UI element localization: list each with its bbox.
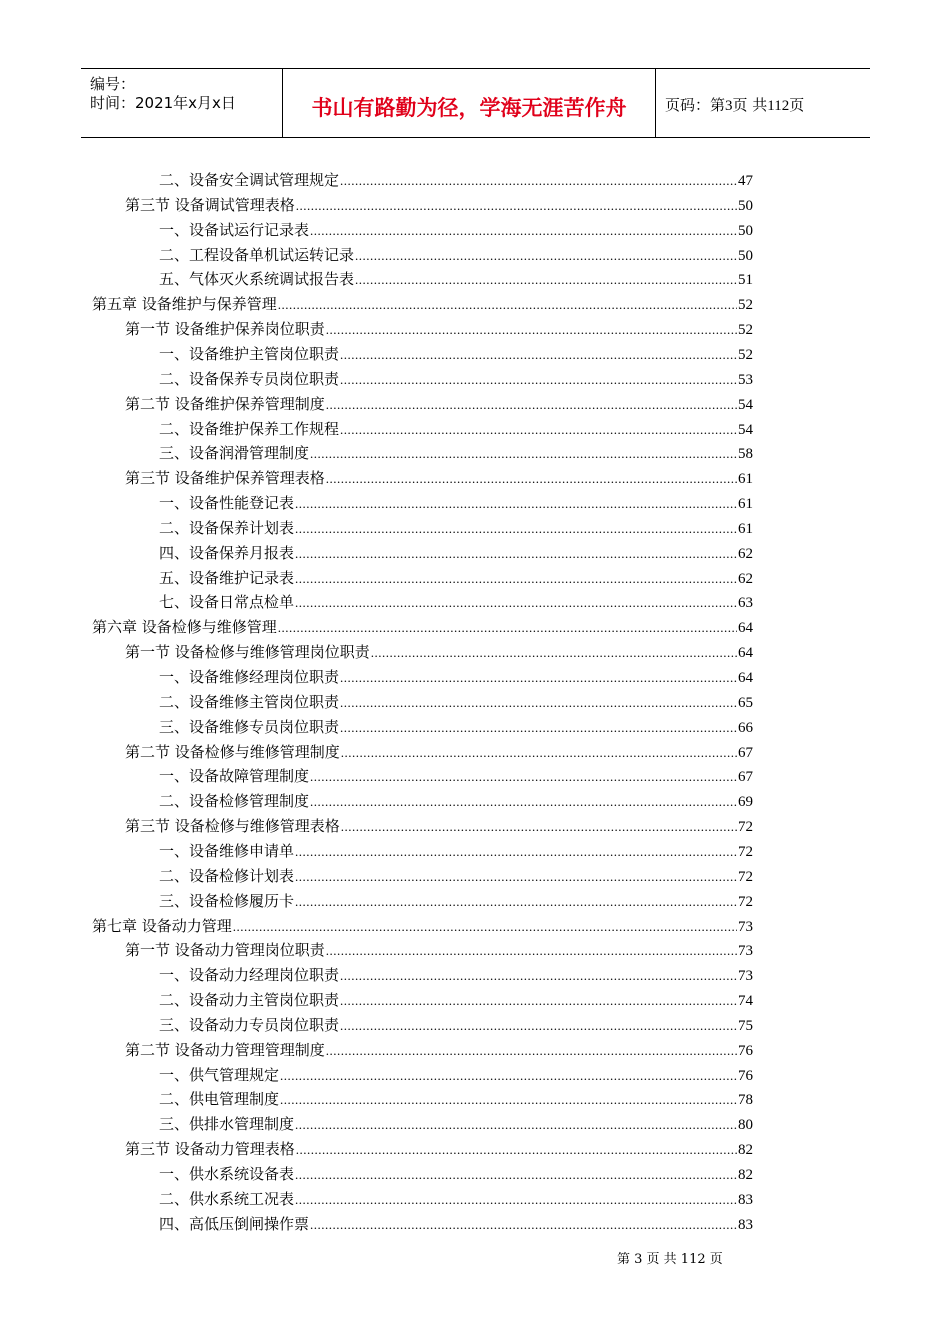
toc-entry-title: 第二节 设备动力管理管理制度: [125, 1041, 325, 1059]
toc-entry[interactable]: [125, 814, 753, 838]
toc-entry-page-number: 54: [738, 397, 753, 413]
toc-entry-title: 二、设备动力主管岗位职责: [159, 991, 340, 1009]
toc-entry[interactable]: [159, 1162, 753, 1186]
toc-leader-dots: [295, 1188, 737, 1212]
toc-leader-dots: [295, 542, 737, 566]
toc-entry[interactable]: [159, 1087, 753, 1111]
toc-leader-dots: [340, 368, 737, 392]
toc-entry[interactable]: [159, 1187, 753, 1211]
page-mid-label: 页 共: [732, 96, 768, 114]
toc-leader-dots: [295, 517, 737, 541]
toc-entry[interactable]: [125, 740, 753, 764]
document-number-label: 编号：: [90, 75, 136, 93]
toc-entry[interactable]: [92, 914, 753, 938]
toc-entry-title: 三、供排水管理制度: [159, 1115, 295, 1133]
toc-entry-title: 三、设备动力专员岗位职责: [159, 1016, 340, 1034]
toc-leader-dots: [295, 890, 737, 914]
toc-entry[interactable]: [159, 988, 753, 1012]
toc-entry-page-number: 47: [738, 173, 753, 189]
toc-entry-page-number: 72: [738, 844, 753, 860]
toc-leader-dots: [278, 616, 737, 640]
toc-entry-title: 第二节 设备检修与维修管理制度: [125, 743, 340, 761]
toc-entry[interactable]: [125, 1137, 753, 1161]
toc-entry-page-number: 80: [738, 1117, 753, 1133]
toc-entry[interactable]: [159, 590, 753, 614]
toc-entry-title: 七、设备日常点检单: [159, 593, 295, 611]
toc-leader-dots: [340, 343, 737, 367]
toc-entry-page-number: 54: [738, 422, 753, 438]
toc-leader-dots: [295, 1113, 737, 1137]
page-footer: 第 3 页 共 112 页: [617, 1252, 723, 1267]
toc-entry[interactable]: [159, 764, 753, 788]
toc-leader-dots: [340, 1014, 737, 1038]
toc-entry-page-number: 50: [738, 248, 753, 264]
toc-leader-dots: [371, 641, 737, 665]
toc-entry-title: 一、设备维修经理岗位职责: [159, 668, 340, 686]
toc-leader-dots: [326, 939, 737, 963]
toc-entry-title: 二、设备保养专员岗位职责: [159, 370, 340, 388]
toc-leader-dots: [310, 219, 737, 243]
toc-entry-title: 二、设备检修计划表: [159, 867, 295, 885]
toc-entry-title: 第二节 设备维护保养管理制度: [125, 395, 325, 413]
toc-entry[interactable]: [159, 889, 753, 913]
toc-entry[interactable]: [159, 168, 753, 192]
toc-entry-page-number: 50: [738, 223, 753, 239]
toc-entry-page-number: 72: [738, 819, 753, 835]
toc-leader-dots: [340, 964, 737, 988]
toc-leader-dots: [280, 1064, 737, 1088]
toc-entry-title: 二、设备检修管理制度: [159, 792, 310, 810]
toc-entry[interactable]: [159, 1013, 753, 1037]
toc-entry[interactable]: [159, 367, 753, 391]
toc-entry[interactable]: [92, 615, 753, 639]
toc-entry[interactable]: [159, 839, 753, 863]
toc-leader-dots: [295, 1163, 737, 1187]
toc-entry[interactable]: [125, 392, 753, 416]
header-left-cell: [81, 69, 281, 137]
toc-entry-title: 第七章 设备动力管理: [92, 917, 232, 935]
toc-entry-page-number: 66: [738, 720, 753, 736]
toc-entry[interactable]: [159, 441, 753, 465]
toc-entry[interactable]: [159, 491, 753, 515]
toc-leader-dots: [310, 1213, 737, 1237]
toc-entry-title: 第三节 设备动力管理表格: [125, 1140, 295, 1158]
toc-entry-page-number: 64: [738, 645, 753, 661]
toc-entry[interactable]: [159, 1063, 753, 1087]
toc-entry-title: 第五章 设备维护与保养管理: [92, 295, 277, 313]
toc-entry[interactable]: [159, 516, 753, 540]
toc-entry-title: 第一节 设备维护保养岗位职责: [125, 320, 325, 338]
toc-entry-title: 一、设备性能登记表: [159, 494, 295, 512]
toc-entry-page-number: 62: [738, 546, 753, 562]
toc-entry-title: 一、设备试运行记录表: [159, 221, 310, 239]
toc-entry[interactable]: [159, 566, 753, 590]
toc-entry-title: 第一节 设备检修与维修管理岗位职责: [125, 643, 370, 661]
toc-leader-dots: [310, 442, 737, 466]
toc-entry-page-number: 75: [738, 1018, 753, 1034]
toc-entry-page-number: 58: [738, 446, 753, 462]
toc-entry-title: 四、设备保养月报表: [159, 544, 295, 562]
toc-entry[interactable]: [159, 690, 753, 714]
toc-entry[interactable]: [159, 1112, 753, 1136]
toc-entry-title: 四、高低压倒闸操作票: [159, 1215, 310, 1233]
toc-entry-title: 一、供水系统设备表: [159, 1165, 295, 1183]
toc-entry-page-number: 74: [738, 993, 753, 1009]
toc-entry-page-number: 76: [738, 1043, 753, 1059]
toc-leader-dots: [341, 741, 737, 765]
toc-entry-title: 五、气体灭火系统调试报告表: [159, 270, 355, 288]
toc-leader-dots: [341, 815, 737, 839]
toc-entry-page-number: 50: [738, 198, 753, 214]
toc-entry-title: 一、设备维修申请单: [159, 842, 295, 860]
toc-leader-dots: [296, 1138, 737, 1162]
toc-leader-dots: [326, 393, 737, 417]
toc-entry-page-number: 67: [738, 745, 753, 761]
toc-entry[interactable]: [159, 243, 753, 267]
toc-leader-dots: [233, 915, 737, 939]
toc-entry-title: 二、设备维护保养工作规程: [159, 420, 340, 438]
toc-entry[interactable]: [159, 541, 753, 565]
toc-leader-dots: [295, 865, 737, 889]
toc-entry[interactable]: [125, 193, 753, 217]
toc-entry[interactable]: [159, 789, 753, 813]
toc-entry-page-number: 64: [738, 670, 753, 686]
page-total: 112: [767, 98, 790, 114]
toc-entry[interactable]: [125, 466, 753, 490]
toc-entry-title: 二、供水系统工况表: [159, 1190, 295, 1208]
toc-entry-page-number: 64: [738, 620, 753, 636]
toc-entry-title: 第六章 设备检修与维修管理: [92, 618, 277, 636]
toc-entry-page-number: 65: [738, 695, 753, 711]
toc-entry-page-number: 52: [738, 322, 753, 338]
header-right-cell: [656, 69, 870, 137]
toc-leader-dots: [296, 194, 737, 218]
toc-entry-title: 二、工程设备单机试运转记录: [159, 246, 355, 264]
toc-entry-page-number: 73: [738, 968, 753, 984]
toc-entry-title: 二、设备安全调试管理规定: [159, 171, 340, 189]
toc-entry-page-number: 53: [738, 372, 753, 388]
toc-leader-dots: [340, 716, 737, 740]
toc-entry-title: 三、设备润滑管理制度: [159, 444, 310, 462]
toc-entry-page-number: 83: [738, 1192, 753, 1208]
toc-entry[interactable]: [159, 218, 753, 242]
toc-leader-dots: [326, 1039, 737, 1063]
toc-entry-title: 一、设备故障管理制度: [159, 767, 310, 785]
toc-leader-dots: [355, 244, 737, 268]
toc-entry-page-number: 73: [738, 943, 753, 959]
toc-entry[interactable]: [159, 1212, 753, 1236]
header-motto: 书山有路勤为径，学海无涯苦作舟: [311, 96, 627, 120]
toc-entry[interactable]: [159, 267, 753, 291]
toc-entry-page-number: 82: [738, 1142, 753, 1158]
toc-entry-title: 二、设备维修主管岗位职责: [159, 693, 340, 711]
toc-entry-page-number: 78: [738, 1092, 753, 1108]
toc-entry[interactable]: [125, 938, 753, 962]
toc-entry[interactable]: [159, 665, 753, 689]
toc-entry[interactable]: [125, 1038, 753, 1062]
toc-entry-page-number: 69: [738, 794, 753, 810]
toc-leader-dots: [310, 790, 737, 814]
toc-leader-dots: [295, 567, 737, 591]
toc-entry-title: 第三节 设备检修与维修管理表格: [125, 817, 340, 835]
toc-leader-dots: [340, 666, 737, 690]
toc-entry-page-number: 52: [738, 297, 753, 313]
page-current: 3: [725, 98, 733, 114]
toc-entry-title: 一、设备维护主管岗位职责: [159, 345, 340, 363]
toc-leader-dots: [295, 591, 737, 615]
toc-leader-dots: [340, 989, 737, 1013]
toc-entry-title: 第三节 设备调试管理表格: [125, 196, 295, 214]
toc-entry-title: 一、供气管理规定: [159, 1066, 280, 1084]
toc-leader-dots: [340, 169, 737, 193]
toc-entry[interactable]: [159, 963, 753, 987]
toc-entry-page-number: 73: [738, 919, 753, 935]
toc-entry-page-number: 62: [738, 571, 753, 587]
toc-entry[interactable]: [159, 715, 753, 739]
toc-entry-page-number: 61: [738, 521, 753, 537]
toc-leader-dots: [326, 318, 737, 342]
toc-entry-page-number: 67: [738, 769, 753, 785]
toc-entry-title: 二、设备保养计划表: [159, 519, 295, 537]
toc-entry[interactable]: [159, 864, 753, 888]
toc-entry[interactable]: [92, 292, 753, 316]
toc-entry-page-number: 83: [738, 1217, 753, 1233]
toc-entry[interactable]: [125, 317, 753, 341]
toc-leader-dots: [295, 840, 737, 864]
toc-leader-dots: [278, 293, 737, 317]
toc-entry-page-number: 72: [738, 894, 753, 910]
toc-entry-page-number: 63: [738, 595, 753, 611]
toc-entry-page-number: 82: [738, 1167, 753, 1183]
document-time-label: 时间：2021年x月x日: [90, 94, 236, 112]
toc-entry-title: 二、供电管理制度: [159, 1090, 280, 1108]
toc-entry-page-number: 51: [738, 272, 753, 288]
toc-leader-dots: [340, 418, 737, 442]
toc-entry-title: 三、设备维修专员岗位职责: [159, 718, 340, 736]
toc-entry[interactable]: [159, 417, 753, 441]
toc-entry-title: 五、设备维护记录表: [159, 569, 295, 587]
header-middle-cell: [282, 69, 656, 137]
toc-leader-dots: [340, 691, 737, 715]
toc-entry[interactable]: [159, 342, 753, 366]
toc-entry-page-number: 72: [738, 869, 753, 885]
page-end-label: 页: [789, 96, 805, 114]
toc-leader-dots: [280, 1088, 737, 1112]
toc-leader-dots: [295, 492, 737, 516]
page-header: [81, 68, 870, 138]
toc-entry-title: 第一节 设备动力管理岗位职责: [125, 941, 325, 959]
toc-leader-dots: [310, 765, 737, 789]
toc-leader-dots: [326, 467, 737, 491]
toc-leader-dots: [355, 268, 737, 292]
toc-entry-title: 一、设备动力经理岗位职责: [159, 966, 340, 984]
page-label: 页码：第: [665, 96, 726, 114]
toc-entry-page-number: 61: [738, 496, 753, 512]
toc-entry-title: 第三节 设备维护保养管理表格: [125, 469, 325, 487]
toc-entry-page-number: 76: [738, 1068, 753, 1084]
header-page-info: [665, 94, 804, 115]
toc-entry-page-number: 52: [738, 347, 753, 363]
toc-entry[interactable]: [125, 640, 753, 664]
toc-entry-page-number: 61: [738, 471, 753, 487]
toc-entry-title: 三、设备检修履历卡: [159, 892, 295, 910]
